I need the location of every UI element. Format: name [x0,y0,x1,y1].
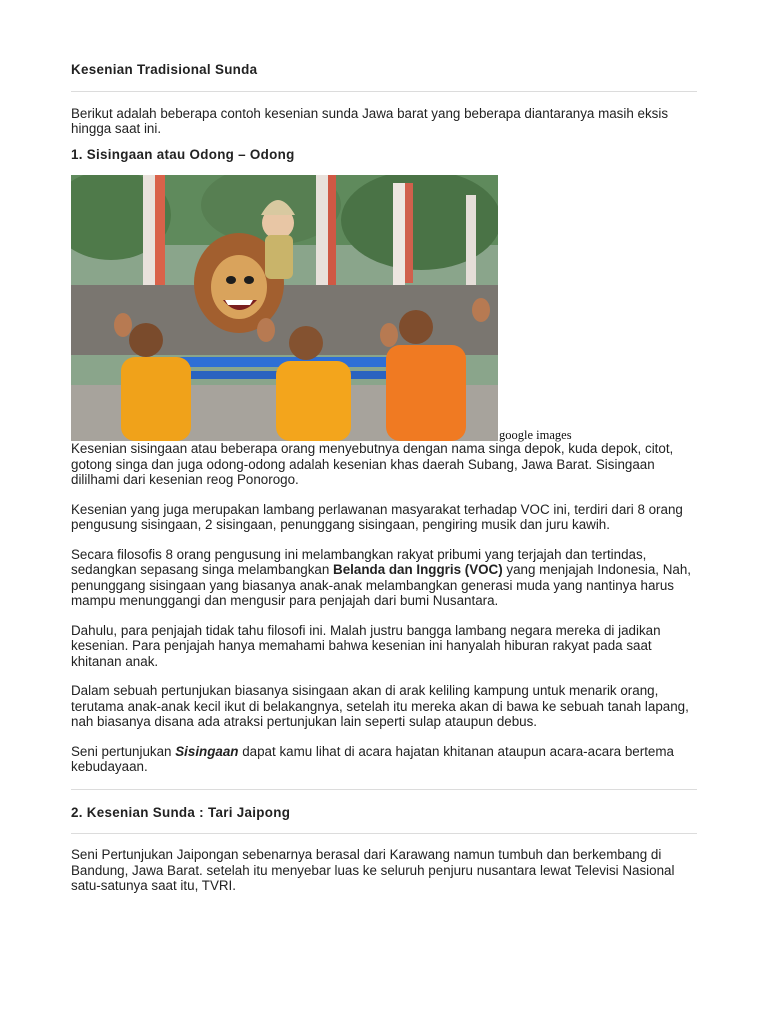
paragraph-6-text-cont: dapat kamu lihat di acara hajatan khitanan ataupun acara-acara bertema kebudayaan. [71,743,674,774]
paragraph-3-text-cont: yang menjajah Indonesia, Nah, penunggang sisingaan yang biasanya anak-anak melambangkan generasi muda yang nantinya harus mampu menunggangi dan mengusir para penjajah dari bumi Nusantara. [71,562,692,608]
article-title: Kesenian Tradisional Sunda [71,62,258,77]
bold-italic-sisingaan: Sisingaan [175,743,239,759]
intro-paragraph: Berikut adalah beberapa contoh kesenian sunda Jawa barat yang beberapa diantaranya masih eksis hingga saat ini. [71,105,669,136]
paragraph-1: Kesenian sisingaan atau beberapa orang menyebutnya dengan nama singa depok, kuda depok, citot, gotong singa dan juga odong-odong adalah kesenian khas daerah Subang, Jawa Barat. Sisingaan dililhami dari kesenian reog Ponorogo. [71,441,674,487]
sisingaan-photo [71,175,498,441]
section-heading-sisingaan: 1. Sisingaan atau Odong – Odong [71,146,295,162]
image-caption: google images [499,428,572,442]
paragraph-jaipong: Seni Pertunjukan Jaipongan sebenarnya berasal dari Karawang namun tumbuh dan berkembang di Bandung, Jawa Barat. setelah itu menyebar luas ke seluruh penjuru nusantara lewat Televisi Nasional satu-satunya saat itu, TVRI. [71,847,675,893]
paragraph-3-text: Secara filosofis 8 orang pengusung ini melambangkan rakyat pribumi yang terjajah dan tertindas, sedangkan sepasang singa melambangkan [71,546,647,577]
bold-phrase-voc: Belanda dan Inggris (VOC) [333,562,503,577]
figure [71,175,697,441]
section-heading-jaipong: 2. Kesenian Sunda : Tari Jaipong [71,804,291,820]
paragraph-6 [71,744,697,775]
paragraph-4: Dahulu, para penjajah tidak tahu filosofi ini. Malah justru bangga lambang negara mereka di jadikan kesenian. Para penjajah hanya memahami bahwa kesenian ini hanyalah hiburan rakyat pada saat khitanan anak. [71,622,661,669]
paragraph-6-text: Seni pertunjukan [71,743,176,759]
paragraph-3 [71,547,697,609]
paragraph-5: Dalam sebuah pertunjukan biasanya sisingaan akan di arak keliling kampung untuk menarik orang, terutama anak-anak kecil ikut di belakangnya, setelah itu mereka akan di bawa ke sebuah tanah lapang, nah biasanya disana ada atraksi pertunjukan lain seperti sulap ataupun debus. [71,683,689,729]
paragraph-2: Kesenian yang juga merupakan lambang perlawanan masyarakat terhadap VOC ini, terdiri dari 8 orang pengusung sisingaan, 2 sisingaan, penunggang sisingaan, pengiring musik dan juru kawih. [71,501,683,532]
sisingaan-photo-illustration [71,175,498,441]
article [71,62,697,894]
